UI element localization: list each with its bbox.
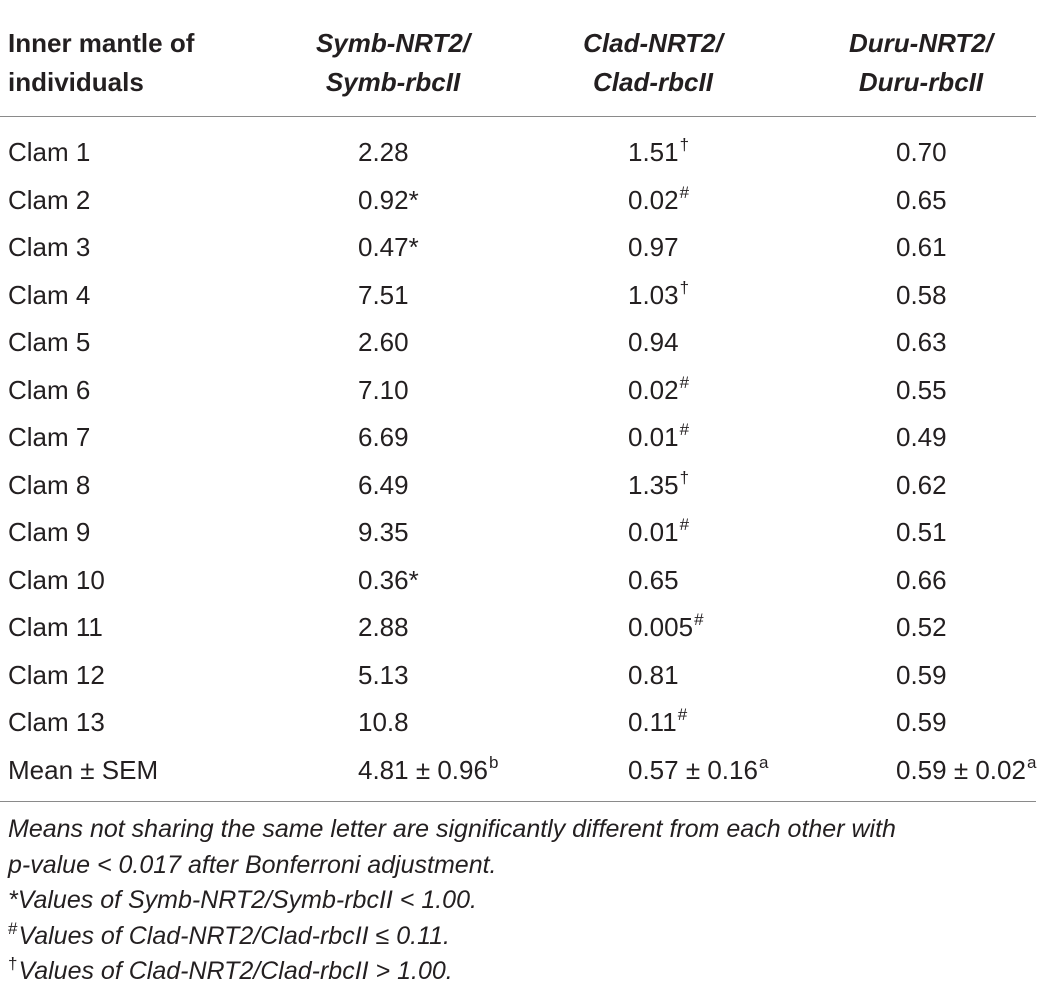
table-cell: 2.88 [358,612,409,642]
table-cell: Clam 9 [8,517,91,547]
table-row [0,414,1036,462]
table-body [0,129,1036,794]
footnote-mark: † [679,135,690,154]
footnote-dagger: †Values of Clad-NRT2/Clad-rbcII > 1.00. [8,954,453,985]
table-cell: Mean ± SEM [8,754,159,785]
footnote-mark: † [679,277,690,297]
header-duru: Duru-NRT2/ Duru-rbcII [849,28,993,97]
table-cell: 5.13 [358,659,409,690]
header-symb: Symb-NRT2/ Symb-rbcII [315,28,471,97]
footnote-mark: # [679,515,690,534]
table-cell: 0.49 [896,422,947,452]
table-cell: 0.51 [896,517,947,547]
header-divider [0,116,1036,117]
table-cell: Clam 4 [8,279,91,310]
header-clad: Clad-NRT2/ Clad-rbcII [583,28,723,97]
footnote-mark: b [488,752,499,772]
table-cell: 0.66 [896,564,947,595]
table-row [0,272,1036,320]
footnote-mark: # [677,705,688,724]
table-cell: 0.005# [628,610,704,642]
table-cell: 0.65 [628,564,679,595]
footnote-significance: Means not sharing the same letter are significantly different from each other with p-value < 0.017 after Bonferroni adjustment. [8,815,896,879]
table-cell: 0.58 [896,279,947,310]
table-cell: 0.92* [358,184,419,215]
table-cell: 7.10 [358,374,409,405]
table-row [0,367,1036,415]
footnote-mark: a [1026,752,1037,772]
table-cell: 0.02# [628,372,690,405]
table-cell: Clam 11 [8,612,103,642]
table-cell: 0.59 ± 0.02$^a$ [896,752,1037,785]
table-row [0,699,1036,747]
table-cell: 9.35 [358,517,409,547]
table-cell: 0.47* [358,232,419,262]
table-cell: 0.52 [896,612,947,642]
table-cell: 0.11# [628,705,688,737]
footnote-mark: # [679,420,690,439]
table-cell: Clam 6 [8,374,91,405]
dagger-mark: † [8,954,18,973]
table-row [0,557,1036,605]
table-cell: 10.8 [358,707,409,737]
table-cell: 0.65 [896,184,947,215]
table-cell: 0.61 [896,232,947,262]
footnote-hash: #Values of Clad-NRT2/Clad-rbcII ≤ 0.11. [8,918,450,950]
table-cell: 6.69 [358,422,409,452]
table-cell: 0.70 [896,137,947,167]
table-cell: Clam 10 [8,564,105,595]
table-cell: 0.02# [628,182,690,215]
table-cell: 0.36* [358,564,419,595]
table-cell: 2.60 [358,327,409,357]
footnote-mark: # [679,182,690,202]
header-individuals: Inner mantle of individuals [8,28,195,97]
table-row [0,604,1036,652]
table-cell: Clam 7 [8,422,91,452]
table-cell: 0.57 ± 0.16$^a$ [628,752,769,785]
table-cell: 0.63 [896,327,947,357]
table-cell: 0.01# [628,515,690,547]
table-cell: 7.51 [358,279,409,310]
table-cell: 1.03† [628,277,690,310]
footnote-mark: # [679,372,690,392]
table-cell: 0.59 [896,707,947,737]
footnote-mark: a [758,752,769,772]
table-cell: 2.28 [358,137,409,167]
table-row [0,462,1036,510]
table-cell: 0.97 [628,232,679,262]
table-cell: 0.01# [628,420,690,452]
table-cell: 0.55 [896,374,947,405]
table-row [0,224,1036,272]
table-cell: 0.62 [896,469,947,500]
table-row [0,747,1036,795]
footnote-star: *Values of Symb-NRT2/Symb-rbcII < 1.00. [8,886,477,914]
footer-divider [0,801,1036,802]
table-row [0,509,1036,557]
table-cell: 4.81 ± 0.96$^b$ [358,752,499,785]
table-header [0,24,1036,104]
table-cell: Clam 5 [8,327,91,357]
table-row [0,129,1036,177]
table-cell: Clam 2 [8,184,91,215]
table-cell: 0.59 [896,659,947,690]
table-cell: 1.35† [628,467,690,500]
table-row [0,652,1036,700]
table-cell: Clam 8 [8,469,91,500]
table-cell: Clam 13 [8,707,105,737]
table-cell: 6.49 [358,469,409,500]
footnote-mark: # [694,610,704,629]
table-cell: 0.94 [628,327,679,357]
table-cell: Clam 12 [8,659,105,690]
table-cell: 1.51† [628,135,690,167]
hash-mark: # [8,918,18,938]
table-cell: Clam 1 [8,137,91,167]
table-footnotes [8,812,1036,990]
table-row [0,177,1036,225]
table-cell: Clam 3 [8,232,91,262]
table-row [0,319,1036,367]
table-cell: 0.81 [628,659,679,690]
footnote-mark: † [679,467,690,487]
